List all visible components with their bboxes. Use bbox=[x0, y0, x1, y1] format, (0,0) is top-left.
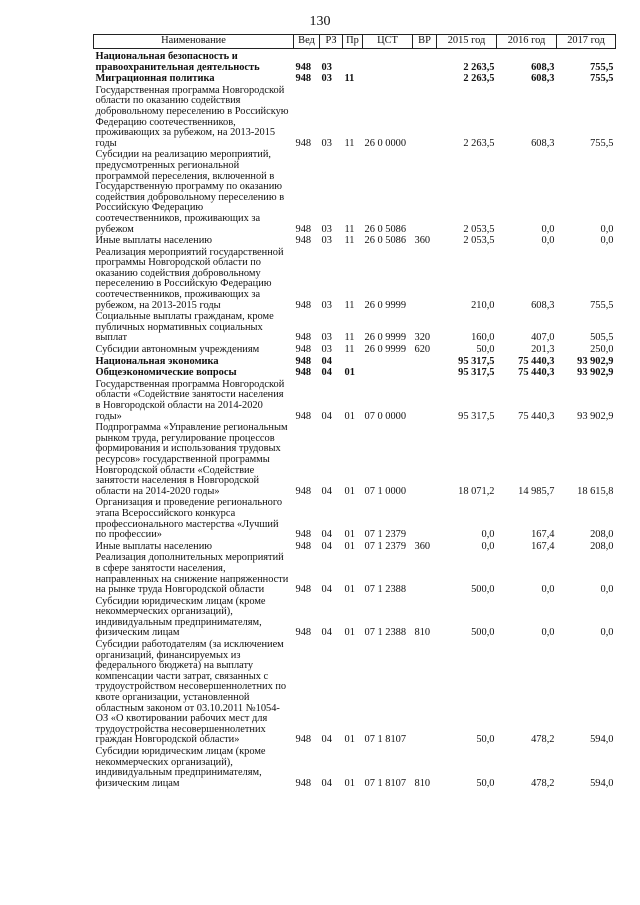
row-vr: 360 bbox=[414, 235, 431, 247]
row-vr: 810 bbox=[414, 627, 431, 639]
row-value-2016: 608,3 bbox=[531, 73, 555, 85]
row-value-2015: 2 053,5 bbox=[463, 223, 495, 235]
table-row bbox=[94, 85, 616, 150]
row-ved: 948 bbox=[295, 627, 312, 639]
row-value-2017: 250,0 bbox=[590, 344, 614, 356]
row-value-2015: 2 263,5 bbox=[463, 137, 495, 149]
row-ved: 948 bbox=[295, 485, 312, 497]
header-2016: 2016 год bbox=[497, 35, 557, 49]
row-ved: 948 bbox=[295, 344, 312, 356]
header-vr: ВР bbox=[413, 35, 437, 49]
header-2015: 2015 год bbox=[437, 35, 497, 49]
row-cst: 07 1 8107 bbox=[364, 777, 407, 789]
row-ved: 948 bbox=[295, 734, 312, 746]
row-ved: 948 bbox=[295, 223, 312, 235]
table-row bbox=[94, 367, 616, 379]
row-value-2015: 18 071,2 bbox=[458, 485, 495, 497]
row-pr: 01 bbox=[344, 485, 355, 497]
row-cst: 26 0 9999 bbox=[364, 332, 407, 344]
row-value-2015: 2 263,5 bbox=[463, 61, 495, 73]
row-ved: 948 bbox=[295, 235, 312, 247]
row-cst: 26 0 9999 bbox=[364, 299, 407, 311]
row-value-2017: 18 615,8 bbox=[577, 485, 614, 497]
row-value-2015: 160,0 bbox=[471, 332, 495, 344]
row-vr: 620 bbox=[414, 344, 431, 356]
row-cst: 07 1 2379 bbox=[364, 540, 407, 552]
row-value-2015: 0,0 bbox=[481, 529, 495, 541]
row-cst bbox=[363, 367, 413, 379]
row-name: Иные выплаты населению bbox=[95, 235, 213, 247]
table-row bbox=[94, 596, 616, 639]
row-value-2016: 75 440,3 bbox=[518, 410, 555, 422]
table-row bbox=[94, 49, 616, 74]
row-rz: 04 bbox=[321, 627, 332, 639]
row-vr bbox=[413, 422, 437, 497]
page-number: 130 bbox=[309, 14, 331, 29]
table-header-row bbox=[94, 35, 616, 49]
row-value-2015: 50,0 bbox=[476, 777, 495, 789]
row-rz: 03 bbox=[321, 235, 332, 247]
row-name: Государственная программа Новгородской области по оказанию содействия добровольному переселению в Российскую Федерацию соотечественников, проживающих за рубежом, на 2013-2015 годы bbox=[95, 84, 289, 149]
row-name: Государственная программа Новгородской области «Содействие занятости населения в Новгородской области на 2014-2020 годы» bbox=[95, 378, 285, 422]
row-vr bbox=[413, 639, 437, 746]
table-row bbox=[94, 379, 616, 422]
row-value-2017: 208,0 bbox=[590, 540, 614, 552]
row-cst: 26 0 5086 bbox=[364, 223, 407, 235]
row-value-2016: 0,0 bbox=[541, 627, 555, 639]
row-value-2017: 755,5 bbox=[590, 73, 614, 85]
row-value-2017: 93 902,9 bbox=[577, 367, 614, 379]
row-value-2017: 208,0 bbox=[590, 529, 614, 541]
row-name: Организация и проведение регионального этапа Всероссийского конкурса профессионального мастерства «Лучший по профессии» bbox=[95, 497, 283, 541]
table-row bbox=[94, 149, 616, 235]
row-name: Общеэкономические вопросы bbox=[95, 367, 237, 379]
table-row bbox=[94, 73, 616, 85]
row-vr bbox=[413, 552, 437, 595]
row-vr bbox=[413, 149, 437, 235]
row-value-2016: 608,3 bbox=[531, 61, 555, 73]
row-rz: 03 bbox=[321, 299, 332, 311]
row-value-2017: 93 902,9 bbox=[577, 410, 614, 422]
row-value-2015: 500,0 bbox=[471, 627, 495, 639]
table-row bbox=[94, 422, 616, 497]
row-value-2016: 608,3 bbox=[531, 137, 555, 149]
row-value-2017: 0,0 bbox=[600, 235, 614, 247]
row-pr: 01 bbox=[344, 410, 355, 422]
table-row bbox=[94, 541, 616, 553]
row-pr bbox=[343, 356, 363, 368]
row-cst bbox=[363, 49, 413, 74]
row-value-2016: 167,4 bbox=[531, 540, 555, 552]
row-cst: 07 1 2388 bbox=[364, 584, 407, 596]
row-rz: 04 bbox=[321, 529, 332, 541]
row-pr: 11 bbox=[344, 332, 355, 344]
row-value-2015: 2 263,5 bbox=[463, 73, 495, 85]
row-value-2016: 167,4 bbox=[531, 529, 555, 541]
row-value-2016: 0,0 bbox=[541, 584, 555, 596]
row-name: Национальная экономика bbox=[95, 355, 219, 367]
table-body bbox=[94, 49, 616, 790]
row-cst: 26 0 0000 bbox=[364, 137, 407, 149]
row-value-2017: 0,0 bbox=[600, 223, 614, 235]
row-ved: 948 bbox=[295, 410, 312, 422]
row-name: Субсидии юридическим лицам (кроме некоммерческих организаций), индивидуальным предпринимателям, физическим лицам bbox=[95, 595, 266, 639]
row-pr: 01 bbox=[344, 777, 355, 789]
row-value-2016: 407,0 bbox=[531, 332, 555, 344]
row-value-2016: 0,0 bbox=[541, 235, 555, 247]
row-cst: 07 1 2388 bbox=[364, 627, 407, 639]
row-value-2017: 755,5 bbox=[590, 299, 614, 311]
row-rz: 03 bbox=[321, 332, 332, 344]
row-rz: 03 bbox=[321, 223, 332, 235]
header-ved: Вед bbox=[294, 35, 320, 49]
row-name: Социальные выплаты гражданам, кроме публичных нормативных социальных выплат bbox=[95, 311, 274, 344]
row-ved: 948 bbox=[295, 355, 312, 367]
row-rz: 04 bbox=[321, 734, 332, 746]
row-ved: 948 bbox=[295, 137, 312, 149]
row-value-2017: 0,0 bbox=[600, 584, 614, 596]
row-value-2015: 210,0 bbox=[471, 299, 495, 311]
row-pr: 11 bbox=[344, 137, 355, 149]
row-ved: 948 bbox=[295, 529, 312, 541]
row-name: Миграционная политика bbox=[95, 73, 215, 85]
row-value-2017: 594,0 bbox=[590, 734, 614, 746]
row-name: Субсидии юридическим лицам (кроме некоммерческих организаций), индивидуальным предпринимателям, физическим лицам bbox=[95, 746, 266, 789]
row-cst: 26 0 5086 bbox=[364, 235, 407, 247]
row-vr: 360 bbox=[414, 540, 431, 552]
row-pr: 11 bbox=[344, 344, 355, 356]
row-rz: 03 bbox=[321, 73, 332, 85]
budget-table bbox=[93, 34, 616, 789]
row-cst bbox=[363, 73, 413, 85]
row-rz: 04 bbox=[321, 485, 332, 497]
row-value-2017: 505,5 bbox=[590, 332, 614, 344]
table-row bbox=[94, 235, 616, 247]
row-name: Субсидии на реализацию мероприятий, предусмотренных региональной программой переселения, включенной в Государственную программу по оказанию содействия добровольному переселению в Российскую Федерацию соотечественников, проживающих за рубежом bbox=[95, 149, 285, 235]
table-row bbox=[94, 356, 616, 368]
row-pr: 01 bbox=[344, 367, 355, 379]
row-name: Иные выплаты населению bbox=[95, 540, 213, 552]
row-value-2017: 755,5 bbox=[590, 137, 614, 149]
row-vr: 810 bbox=[414, 777, 431, 789]
table-row bbox=[94, 497, 616, 540]
header-name: Наименование bbox=[94, 35, 294, 49]
row-name: Подпрограмма «Управление региональным рынком труда, регулирование процессов формирования и использования трудовых ресурсов» государственной программы Новгородской области «Содействие занятости населения в Новгородской области на 2014-2020 годы» bbox=[95, 422, 288, 497]
header-cst: ЦСТ bbox=[363, 35, 413, 49]
row-value-2016: 201,3 bbox=[531, 344, 555, 356]
row-name: Национальная безопасность и правоохранительная деятельность bbox=[95, 51, 260, 73]
row-cst: 07 1 2379 bbox=[364, 529, 407, 541]
row-pr: 01 bbox=[344, 627, 355, 639]
row-rz: 04 bbox=[321, 540, 332, 552]
row-value-2016: 75 440,3 bbox=[518, 355, 555, 367]
row-pr: 01 bbox=[344, 734, 355, 746]
row-value-2017: 755,5 bbox=[590, 61, 614, 73]
row-ved: 948 bbox=[295, 61, 312, 73]
row-value-2016: 0,0 bbox=[541, 223, 555, 235]
row-value-2016: 14 985,7 bbox=[518, 485, 555, 497]
table-row bbox=[94, 639, 616, 746]
header-pr: Пр bbox=[343, 35, 363, 49]
row-ved: 948 bbox=[295, 299, 312, 311]
row-value-2016: 608,3 bbox=[531, 299, 555, 311]
row-value-2015: 95 317,5 bbox=[458, 355, 495, 367]
row-value-2016: 75 440,3 bbox=[518, 367, 555, 379]
row-vr bbox=[413, 247, 437, 312]
table-row bbox=[94, 552, 616, 595]
table-row bbox=[94, 746, 616, 789]
row-cst: 26 0 9999 bbox=[364, 344, 407, 356]
row-pr bbox=[343, 49, 363, 74]
table-row bbox=[94, 247, 616, 312]
row-rz: 03 bbox=[321, 61, 332, 73]
row-pr: 01 bbox=[344, 584, 355, 596]
row-pr: 11 bbox=[344, 235, 355, 247]
row-rz: 04 bbox=[321, 584, 332, 596]
row-ved: 948 bbox=[295, 332, 312, 344]
row-vr bbox=[413, 85, 437, 150]
row-name: Реализация мероприятий государственной программы Новгородской области по оказанию содействия добровольному переселению в Российскую Федерацию соотечественников, проживающих за рубежом, на 2013-2015 годы bbox=[95, 246, 284, 311]
row-value-2015: 50,0 bbox=[476, 734, 495, 746]
row-value-2017: 594,0 bbox=[590, 777, 614, 789]
row-value-2016: 478,2 bbox=[531, 734, 555, 746]
table-row bbox=[94, 311, 616, 344]
row-value-2017: 93 902,9 bbox=[577, 355, 614, 367]
row-vr bbox=[413, 356, 437, 368]
row-rz: 03 bbox=[321, 344, 332, 356]
row-rz: 04 bbox=[321, 367, 332, 379]
row-vr bbox=[413, 73, 437, 85]
row-rz: 04 bbox=[321, 410, 332, 422]
row-ved: 948 bbox=[295, 777, 312, 789]
row-rz: 04 bbox=[321, 777, 332, 789]
row-value-2015: 95 317,5 bbox=[458, 367, 495, 379]
row-value-2015: 500,0 bbox=[471, 584, 495, 596]
row-ved: 948 bbox=[295, 584, 312, 596]
row-value-2015: 0,0 bbox=[481, 540, 495, 552]
row-value-2015: 95 317,5 bbox=[458, 410, 495, 422]
row-value-2015: 2 053,5 bbox=[463, 235, 495, 247]
row-pr: 11 bbox=[344, 223, 355, 235]
header-rz: РЗ bbox=[320, 35, 343, 49]
row-ved: 948 bbox=[295, 367, 312, 379]
row-pr: 01 bbox=[344, 540, 355, 552]
row-rz: 03 bbox=[321, 137, 332, 149]
row-vr: 320 bbox=[414, 332, 431, 344]
row-name: Субсидии работодателям (за исключением организаций, финансируемых из федерального бюджета) на выплату компенсации части затрат, связанных с трудоустройством несовершеннолетних по квоте организации, установленной областным законом от 03.10.2011 №1054-ОЗ «О квотировании рабочих мест для трудоустройства несовершеннолетних граждан Новгородской области» bbox=[95, 639, 287, 746]
row-vr bbox=[413, 497, 437, 540]
row-value-2016: 478,2 bbox=[531, 777, 555, 789]
row-vr bbox=[413, 379, 437, 422]
row-vr bbox=[413, 367, 437, 379]
row-name: Реализация дополнительных мероприятий в сфере занятости населения, направленных на снижение напряженности на рынке труда Новгородской области bbox=[95, 552, 289, 596]
row-cst: 07 1 0000 bbox=[364, 485, 407, 497]
row-name: Субсидии автономным учреждениям bbox=[95, 344, 260, 356]
row-ved: 948 bbox=[295, 73, 312, 85]
header-2017: 2017 год bbox=[557, 35, 616, 49]
row-pr: 01 bbox=[344, 529, 355, 541]
row-pr: 11 bbox=[344, 73, 355, 85]
table-row bbox=[94, 344, 616, 356]
row-pr: 11 bbox=[344, 299, 355, 311]
row-cst bbox=[363, 356, 413, 368]
row-ved: 948 bbox=[295, 540, 312, 552]
row-value-2015: 50,0 bbox=[476, 344, 495, 356]
row-rz: 04 bbox=[321, 355, 332, 367]
row-cst: 07 1 8107 bbox=[364, 734, 407, 746]
row-vr bbox=[413, 49, 437, 74]
row-cst: 07 0 0000 bbox=[364, 410, 407, 422]
row-value-2017: 0,0 bbox=[600, 627, 614, 639]
